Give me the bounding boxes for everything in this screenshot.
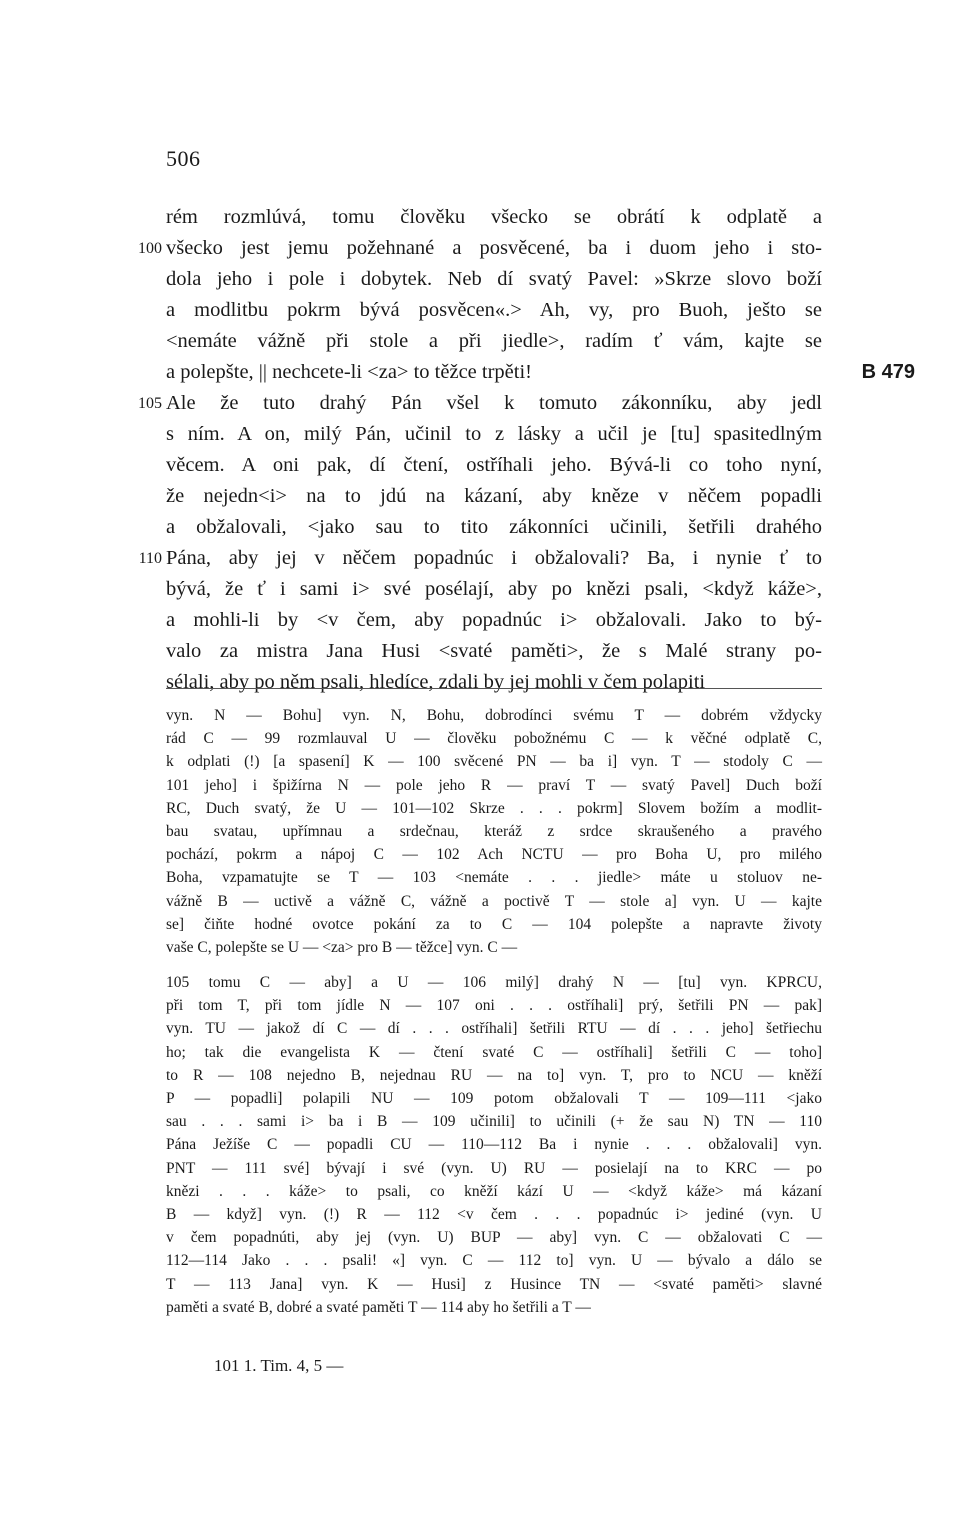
- critical-apparatus: [166, 704, 822, 1319]
- apparatus-line: to R — 108 nejedno B, nejednau RU — na to] vyn. T, pro to NCU — kněží: [166, 1066, 822, 1084]
- text-line: [166, 667, 822, 698]
- apparatus-line: PNT — 111 své] bývají i své (vyn. U) RU — posielají na to KRC — po: [166, 1159, 822, 1177]
- apparatus-line: Boha, vzpamatujte se T — 103 <nemáte . . . jiedle> máte u stoluov ne-: [166, 869, 822, 887]
- line-text: sélali, aby po něm psali, hledíce, zdali by jej mohli v čem polapiti: [166, 671, 706, 693]
- separator-line: [166, 688, 822, 689]
- text-line: [166, 326, 822, 357]
- line-text: bývá, že ť i sami i> své posélají, aby po knězi psali, <když káže>,: [166, 578, 822, 600]
- apparatus-line: B — když] vyn. (!) R — 112 <v čem . . . popadnúc i> jediné (vyn. U: [166, 1205, 822, 1223]
- page-number: 506: [166, 146, 201, 171]
- text-line: [138, 233, 822, 264]
- apparatus-line: RC, Duch svatý, že U — 101—102 Skrze . . . pokrm] Slovem božím a modlit-: [166, 799, 822, 817]
- apparatus-line: Pána Ježíše C — popadli CU — 110—112 Ba i nynie . . . obžalovali] vyn.: [166, 1136, 822, 1154]
- line-text: Pána, aby jej v něčem popadnúc i obžalovali? Ba, i nynie ť to: [166, 547, 822, 569]
- line-text: a polepšte, || nechcete-li <za> to těžce trpěti!: [166, 361, 532, 383]
- apparatus-line: k odplati (!) [a spasení] K — 100 svěcené PN — ba i] vyn. T — stodoly C —: [166, 753, 822, 771]
- margin-reference: B 479: [861, 361, 915, 383]
- line-text: s ním. A on, milý Pán, učinil to z lásky a učil je [tu] spasitedlným: [166, 423, 822, 445]
- line-text: Ale že tuto drahý Pán všel k tomuto zákonníku, aby jedl: [166, 392, 822, 414]
- apparatus-gap: [166, 959, 822, 971]
- apparatus-line: vyn. TU — jakož dí C — dí . . . ostříhali] šetřili RTU — dí . . . jeho] šetřiechu: [166, 1020, 822, 1038]
- apparatus-line: paměti a svaté B, dobré a svaté paměti T — 114 aby ho šetřili a T —: [166, 1298, 591, 1316]
- apparatus-line: 112—114 Jako . . . psali! «] vyn. C — 112 to] vyn. U — bývalo a dálo se: [166, 1252, 822, 1270]
- apparatus-line: T — 113 Jana] vyn. K — Husi] z Husince TN — <svaté paměti> slavné: [166, 1275, 822, 1293]
- text-line: [166, 450, 822, 481]
- apparatus-line: rád C — 99 rozmlauval U — člověku pobožnému C — k věčné odplatě C,: [166, 730, 822, 748]
- text-line: [166, 202, 822, 233]
- text-line: [166, 295, 822, 326]
- line-number: 110: [138, 550, 162, 567]
- line-text: všecko jest jemu požehnané a posvěcené, ba i duom jeho i sto-: [166, 237, 822, 259]
- apparatus-line: bau svatau, upřímnau a srdečnau, kteráž z srdce skraušeného a pravého: [166, 822, 822, 840]
- apparatus-line: 101 jeho] i špižírna N — pole jeho R — praví T — svatý Pavel] Duch boží: [166, 776, 822, 794]
- line-text: dola jeho i pole i dobytek. Neb dí svatý Pavel: »Skrze slovo boží: [166, 268, 822, 290]
- text-line: [166, 605, 822, 636]
- footnote: 101 1. Tim. 4, 5 —: [214, 1356, 344, 1375]
- line-text: valo za mistra Jana Husi <svaté paměti>, že s Malé strany po-: [166, 640, 822, 662]
- text-line: [138, 543, 822, 574]
- line-number: 105: [138, 395, 162, 412]
- main-text: [138, 202, 915, 698]
- line-text: a modlitbu pokrm bývá posvěcen«.> Ah, vy, pro Buoh, ješto se: [166, 299, 822, 321]
- text-line: [166, 481, 822, 512]
- text-line: [166, 264, 822, 295]
- apparatus-line: pochází, pokrm a nápoj C — 102 Ach NCTU — pro Boha U, pro milého: [166, 846, 822, 864]
- text-line: [166, 574, 822, 605]
- text-line: [166, 419, 822, 450]
- apparatus-line: knězi . . . káže> to psali, co kněží kází U — <když káže> má kázaní: [166, 1182, 822, 1200]
- line-number: 100: [138, 240, 162, 257]
- apparatus-line: vaše C, polepšte se U — <za> pro B — těžce] vyn. C —: [166, 938, 518, 956]
- line-text: že nejedn<i> na to jdú na kázaní, aby kněze v něčem popadli: [166, 485, 822, 507]
- apparatus-line: v čem popadnúti, aby jej (vyn. U) BUP — aby] vyn. C — obžalovati C —: [166, 1229, 822, 1247]
- text-line: [166, 512, 822, 543]
- apparatus-line: sau . . . sami i> ba i B — 109 učinili] to učinili (+ že sau N) TN — 110: [166, 1113, 822, 1131]
- apparatus-line: P — popadli] polapili NU — 109 potom obžalovali T — 109—111 <jako: [166, 1090, 822, 1107]
- apparatus-line: vyn. N — Bohu] vyn. N, Bohu, dobrodínci svému T — dobrém vždycky: [166, 707, 822, 724]
- text-line: [138, 388, 822, 419]
- line-text: rém rozmlúvá, tomu člověku všecko se obrátí k odplatě a: [166, 206, 822, 228]
- apparatus-line: při tom T, při tom jídle N — 107 oni . . . ostříhali] prý, šetřili PN — pak]: [166, 997, 822, 1015]
- apparatus-block-1: [166, 704, 822, 959]
- apparatus-line: vážně B — uctivě a vážně C, vážně a poctivě T — stole a] vyn. U — kajte: [166, 892, 822, 910]
- text-line: [166, 357, 915, 388]
- text-line: [166, 636, 822, 667]
- apparatus-block-2: [166, 971, 822, 1319]
- line-text: a obžalovali, <jako sau to tito zákonníci učinili, šetřili drahého: [166, 516, 822, 538]
- apparatus-line: 105 tomu C — aby] a U — 106 milý] drahý N — [tu] vyn. KPRCU,: [166, 974, 822, 992]
- apparatus-line: se] čiňte hodné ovotce pokání za to C — 104 polepšte a napravte životy: [166, 915, 822, 933]
- line-text: <nemáte vážně při stole a při jiedle>, radím ť vám, kajte se: [166, 330, 822, 352]
- apparatus-line: ho; tak die evangelista K — čtení svaté C — ostříhali] šetřili C — toho]: [166, 1043, 822, 1061]
- line-text: věcem. A oni pak, dí čtení, ostříhali jeho. Bývá-li co toho nyní,: [166, 454, 822, 476]
- line-text: a mohli-li by <v čem, aby popadnúc i> obžalovali. Jako to bý-: [166, 609, 822, 631]
